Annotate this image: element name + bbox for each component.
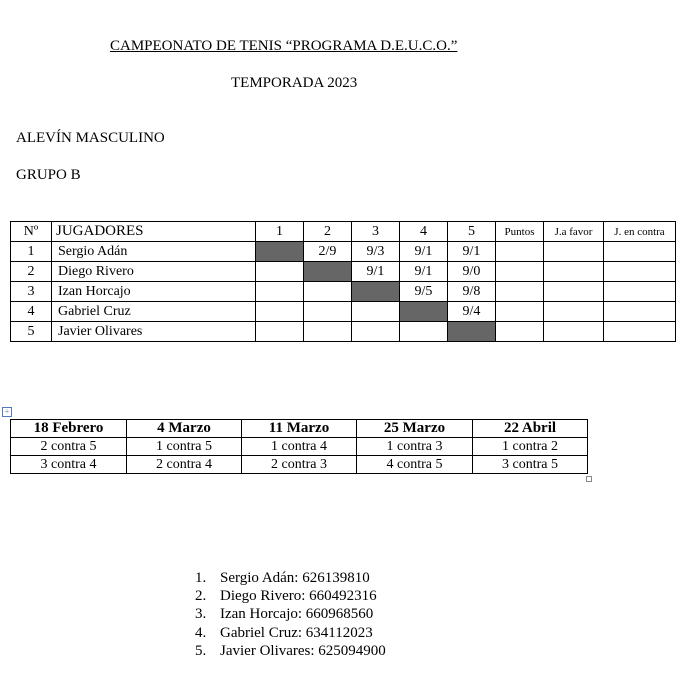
header-players: JUGADORES bbox=[52, 222, 256, 242]
player-name: Diego Rivero bbox=[52, 262, 256, 282]
table-row bbox=[11, 282, 676, 302]
list-item bbox=[195, 569, 386, 587]
score-cell bbox=[304, 302, 352, 322]
player-name: Sergio Adán bbox=[52, 242, 256, 262]
score-cell bbox=[304, 282, 352, 302]
schedule-match: 1 contra 3 bbox=[357, 438, 473, 456]
document-title: CAMPEONATO DE TENIS “PROGRAMA D.E.U.C.O.” bbox=[110, 38, 458, 54]
header-col-3: 3 bbox=[352, 222, 400, 242]
table-row bbox=[11, 322, 676, 342]
schedule-match: 3 contra 4 bbox=[11, 456, 127, 474]
list-number: 3. bbox=[195, 606, 207, 623]
player-number: 1 bbox=[11, 242, 52, 262]
score-cell: 9/8 bbox=[448, 282, 496, 302]
list-item bbox=[195, 605, 386, 623]
player-name: Izan Horcajo bbox=[52, 282, 256, 302]
score-cell bbox=[304, 322, 352, 342]
header-number: Nº bbox=[11, 222, 52, 242]
schedule-date: 22 Abril bbox=[473, 420, 588, 438]
schedule-match: 1 contra 5 bbox=[127, 438, 242, 456]
contact-list bbox=[195, 569, 386, 660]
games-against-cell bbox=[604, 242, 676, 262]
score-cell: 9/1 bbox=[400, 262, 448, 282]
category-label: ALEVÍN MASCULINO bbox=[16, 130, 165, 146]
schedule-match: 4 contra 5 bbox=[357, 456, 473, 474]
score-cell: 9/1 bbox=[448, 242, 496, 262]
player-number: 2 bbox=[11, 262, 52, 282]
points-cell bbox=[496, 242, 544, 262]
self-match-cell bbox=[304, 262, 352, 282]
table-resize-handle-icon[interactable] bbox=[586, 476, 592, 482]
list-number: 4. bbox=[195, 624, 207, 641]
schedule-row bbox=[11, 456, 588, 474]
points-cell bbox=[496, 302, 544, 322]
header-points: Puntos bbox=[496, 222, 544, 242]
list-item bbox=[195, 642, 386, 660]
score-cell bbox=[256, 282, 304, 302]
games-against-cell bbox=[604, 302, 676, 322]
schedule-date: 11 Marzo bbox=[242, 420, 357, 438]
list-number: 2. bbox=[195, 588, 207, 605]
games-against-cell bbox=[604, 322, 676, 342]
schedule-match: 3 contra 5 bbox=[473, 456, 588, 474]
score-cell: 9/3 bbox=[352, 242, 400, 262]
player-number: 3 bbox=[11, 282, 52, 302]
player-name: Gabriel Cruz bbox=[52, 302, 256, 322]
self-match-cell bbox=[448, 322, 496, 342]
header-col-4: 4 bbox=[400, 222, 448, 242]
games-for-cell bbox=[544, 302, 604, 322]
self-match-cell bbox=[400, 302, 448, 322]
score-cell bbox=[256, 302, 304, 322]
games-for-cell bbox=[544, 242, 604, 262]
points-cell bbox=[496, 282, 544, 302]
contact-entry: Javier Olivares: 625094900 bbox=[220, 642, 386, 659]
score-cell bbox=[400, 322, 448, 342]
games-against-cell bbox=[604, 262, 676, 282]
points-cell bbox=[496, 322, 544, 342]
table-move-handle-icon[interactable]: + bbox=[2, 407, 12, 417]
contact-entry: Izan Horcajo: 660968560 bbox=[220, 606, 374, 623]
points-cell bbox=[496, 262, 544, 282]
list-item bbox=[195, 587, 386, 605]
list-number: 1. bbox=[195, 570, 207, 586]
score-cell bbox=[352, 302, 400, 322]
games-for-cell bbox=[544, 282, 604, 302]
table-row bbox=[11, 302, 676, 322]
schedule-dates-row bbox=[11, 420, 588, 438]
schedule-match: 2 contra 4 bbox=[127, 456, 242, 474]
score-cell: 9/5 bbox=[400, 282, 448, 302]
schedule-date: 25 Marzo bbox=[357, 420, 473, 438]
schedule-date: 18 Febrero bbox=[11, 420, 127, 438]
games-for-cell bbox=[544, 262, 604, 282]
schedule-match: 2 contra 5 bbox=[11, 438, 127, 456]
score-cell bbox=[256, 262, 304, 282]
score-cell: 2/9 bbox=[304, 242, 352, 262]
season-label: TEMPORADA 2023 bbox=[231, 75, 358, 91]
header-col-1: 1 bbox=[256, 222, 304, 242]
self-match-cell bbox=[256, 242, 304, 262]
schedule-row bbox=[11, 438, 588, 456]
header-col-2: 2 bbox=[304, 222, 352, 242]
score-cell bbox=[256, 322, 304, 342]
list-item bbox=[195, 624, 386, 642]
player-number: 4 bbox=[11, 302, 52, 322]
contact-entry: Sergio Adán: 626139810 bbox=[220, 570, 370, 586]
score-cell bbox=[352, 322, 400, 342]
header-games-for: J.a favor bbox=[544, 222, 604, 242]
schedule-match: 2 contra 3 bbox=[242, 456, 357, 474]
player-number: 5 bbox=[11, 322, 52, 342]
schedule-date: 4 Marzo bbox=[127, 420, 242, 438]
self-match-cell bbox=[352, 282, 400, 302]
table-row bbox=[11, 262, 676, 282]
results-table bbox=[10, 221, 676, 342]
score-cell: 9/1 bbox=[352, 262, 400, 282]
score-cell: 9/0 bbox=[448, 262, 496, 282]
schedule-match: 1 contra 4 bbox=[242, 438, 357, 456]
games-for-cell bbox=[544, 322, 604, 342]
table-row bbox=[11, 242, 676, 262]
schedule-match: 1 contra 2 bbox=[473, 438, 588, 456]
player-name: Javier Olivares bbox=[52, 322, 256, 342]
contact-entry: Diego Rivero: 660492316 bbox=[220, 588, 377, 605]
header-col-5: 5 bbox=[448, 222, 496, 242]
results-header-row bbox=[11, 222, 676, 242]
score-cell: 9/1 bbox=[400, 242, 448, 262]
list-number: 5. bbox=[195, 642, 207, 659]
games-against-cell bbox=[604, 282, 676, 302]
schedule-table bbox=[10, 419, 588, 474]
score-cell: 9/4 bbox=[448, 302, 496, 322]
group-label: GRUPO B bbox=[16, 167, 81, 183]
header-games-against: J. en contra bbox=[604, 222, 676, 242]
contact-entry: Gabriel Cruz: 634112023 bbox=[220, 624, 373, 641]
